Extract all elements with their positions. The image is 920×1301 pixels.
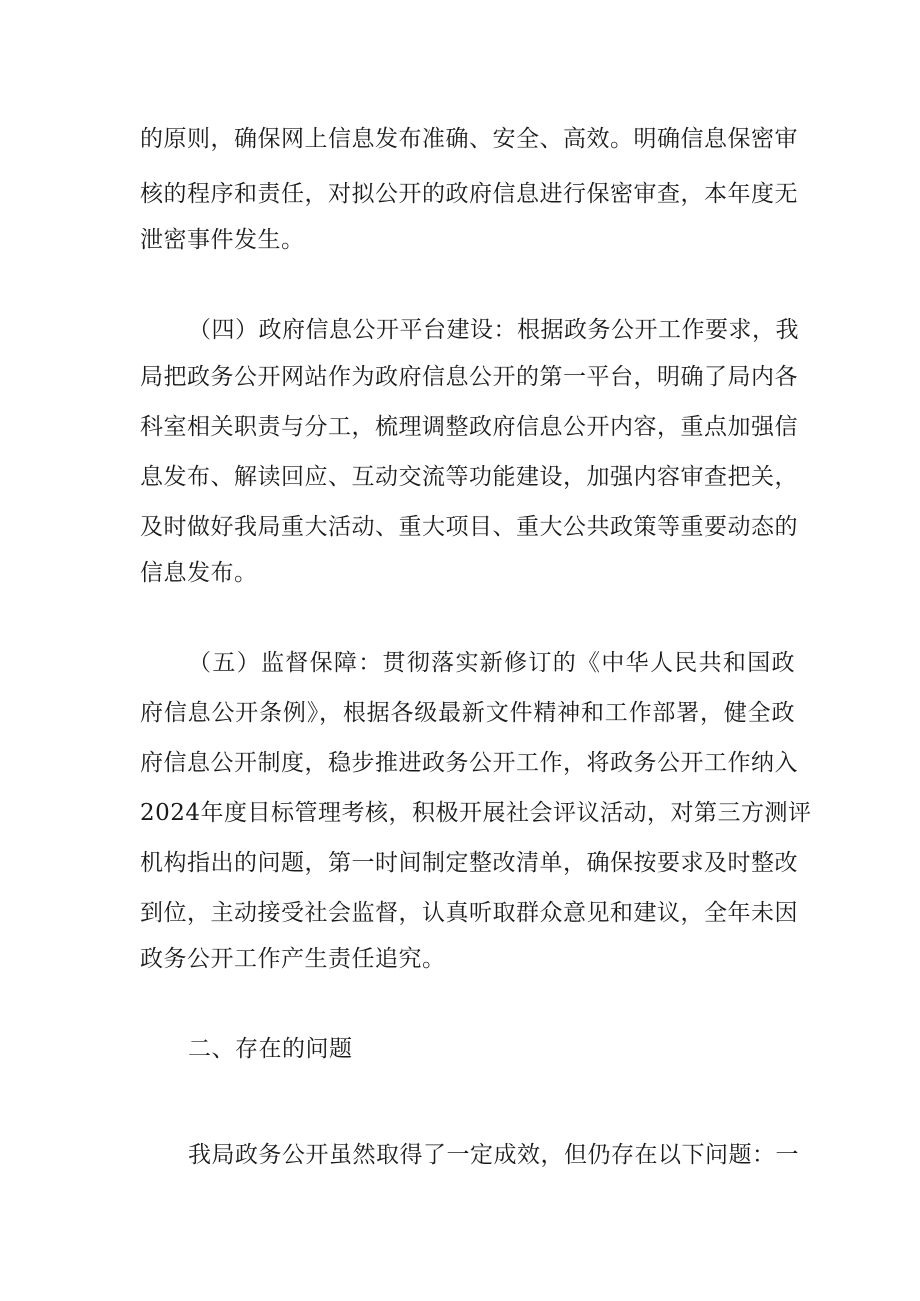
text-line: 科室相关职责与分工，梳理调整政府信息公开内容，重点加强信 (140, 414, 798, 440)
text-line: 府信息公开制度，稳步推进政务公开工作，将政务公开工作纳入 (140, 750, 798, 776)
text-line: （四）政府信息公开平台建设：根据政务公开工作要求，我 (188, 317, 799, 343)
text-line: 息发布、解读回应、互动交流等功能建设，加强内容审查把关， (140, 464, 798, 490)
text-line: 政务公开工作产生责任追究。 (140, 946, 446, 972)
text-line: （五）监督保障：贯彻落实新修订的《中华人民共和国政 (188, 650, 795, 676)
text-line: 机构指出的问题，第一时间制定整改清单，确保按要求及时整改 (140, 850, 798, 876)
text-line: 核的程序和责任，对拟公开的政府信息进行保密审查，本年度无 (140, 181, 798, 207)
text-line: 局把政务公开网站作为政府信息公开的第一平台，明确了局内各 (140, 364, 798, 390)
text-line: 府信息公开条例》，根据各级最新文件精神和工作部署，健全政 (140, 700, 795, 726)
section-heading-problems: 二、存在的问题 (188, 1036, 353, 1062)
text-line: 及时做好我局重大活动、重大项目、重大公共政策等重要动态的 (140, 514, 798, 540)
text-line: 泄密事件发生。 (140, 227, 305, 253)
text-line: 信息发布。 (140, 560, 258, 586)
text-line: 的原则，确保网上信息发布准确、安全、高效。明确信息保密审 (140, 126, 798, 152)
text-line: 2024年度目标管理考核，积极开展社会评议活动，对第三方测评 (140, 800, 812, 826)
text-line: 到位，主动接受社会监督，认真听取群众意见和建议，全年未因 (140, 900, 798, 926)
text-line: 我局政务公开虽然取得了一定成效，但仍存在以下问题：一 (188, 1142, 799, 1168)
